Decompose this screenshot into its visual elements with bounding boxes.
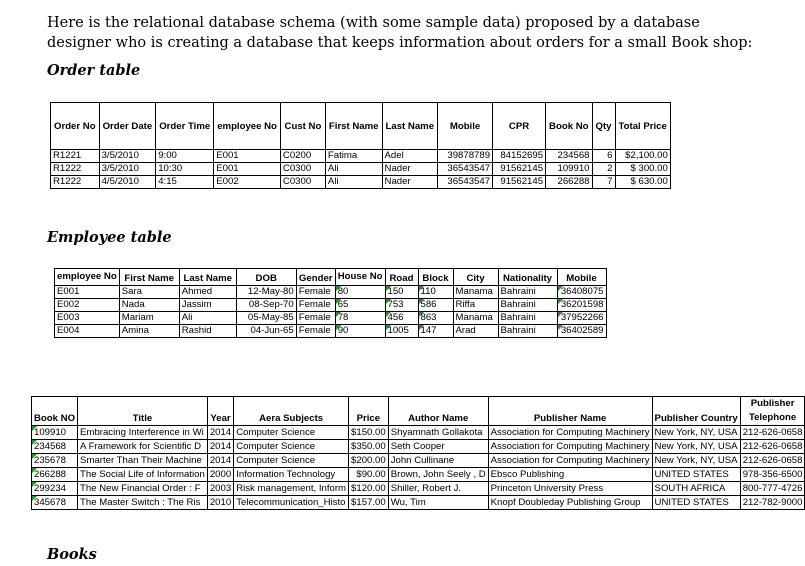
- table-cell: 08-Sep-70: [236, 299, 296, 312]
- table-cell: Shyamnath Gollakota: [388, 426, 488, 440]
- table-cell: 04-Jun-65: [236, 325, 296, 338]
- table-cell: 2000: [207, 468, 233, 482]
- table-cell: $ 300.00: [615, 163, 670, 176]
- table-row: [51, 176, 671, 189]
- table-cell: Nader: [382, 176, 438, 189]
- table-cell: Embracing Interference in Wi: [78, 426, 208, 440]
- table-cell: New York, NY, USA: [652, 454, 740, 468]
- col-header: Nationality: [498, 269, 557, 286]
- table-cell: 36402589: [557, 325, 606, 338]
- table-cell: 586: [418, 299, 453, 312]
- table-cell: Female: [296, 312, 335, 325]
- table-cell: 212-782-9000: [740, 496, 805, 510]
- table-cell: Ali: [325, 163, 382, 176]
- table-cell: 6: [592, 150, 615, 163]
- table-row: [32, 482, 805, 496]
- table-cell: Adel: [382, 150, 438, 163]
- col-header: Aera Subjects: [234, 397, 349, 426]
- table-cell: Female: [296, 299, 335, 312]
- table-cell: Bahraini: [498, 312, 557, 325]
- table-cell: Computer Science: [234, 440, 349, 454]
- books-table-header-row: [32, 397, 805, 426]
- col-header: Mobile: [438, 103, 493, 150]
- table-cell: 266288: [546, 176, 592, 189]
- table-cell: 7: [592, 176, 615, 189]
- col-header: Book NO: [32, 397, 78, 426]
- table-cell: 299234: [32, 482, 78, 496]
- table-cell: 863: [418, 312, 453, 325]
- books-table: [31, 396, 805, 510]
- col-header: Book No: [546, 103, 592, 150]
- table-cell: 2010: [207, 496, 233, 510]
- col-header: First Name: [119, 269, 179, 286]
- table-cell: 2: [592, 163, 615, 176]
- table-cell: 234568: [546, 150, 592, 163]
- col-header: CPR: [493, 103, 546, 150]
- table-cell: Nader: [382, 163, 438, 176]
- table-cell: Riffa: [453, 299, 498, 312]
- table-cell: E003: [55, 312, 120, 325]
- table-cell: Knopf Doubleday Publishing Group: [488, 496, 652, 510]
- table-cell: 212-626-0658: [740, 454, 805, 468]
- col-header: Publisher Telephone: [740, 397, 805, 426]
- col-header: DOB: [236, 269, 296, 286]
- table-cell: A Framework for Scientific D: [78, 440, 208, 454]
- table-cell: Mariam: [119, 312, 179, 325]
- table-row: [32, 496, 805, 510]
- table-cell: $ 630.00: [615, 176, 670, 189]
- table-cell: E001: [214, 163, 281, 176]
- table-cell: Fatima: [325, 150, 382, 163]
- table-row: [32, 440, 805, 454]
- table-cell: 150: [385, 286, 418, 299]
- col-header: Qty: [592, 103, 615, 150]
- table-cell: 4:15: [156, 176, 214, 189]
- table-cell: Manama: [453, 312, 498, 325]
- col-header: Order Date: [99, 103, 156, 150]
- table-cell: $2,100.00: [615, 150, 670, 163]
- table-cell: Amina: [119, 325, 179, 338]
- table-cell: 91562145: [493, 176, 546, 189]
- table-cell: Association for Computing Machinery: [488, 440, 652, 454]
- table-cell: Female: [296, 325, 335, 338]
- col-header: Cust No: [280, 103, 325, 150]
- table-cell: Manama: [453, 286, 498, 299]
- col-header: House No: [335, 269, 385, 286]
- table-cell: 12-May-80: [236, 286, 296, 299]
- intro-paragraph: Here is the relational database schema (with some sample data) proposed by a database designer who is creating a database that keeps information about orders for a small Book shop:: [47, 15, 753, 51]
- table-cell: 37952266: [557, 312, 606, 325]
- table-cell: $90.00: [349, 468, 389, 482]
- table-cell: Bahraini: [498, 286, 557, 299]
- table-cell: R1221: [51, 150, 100, 163]
- table-cell: Seth Cooper: [388, 440, 488, 454]
- table-cell: R1222: [51, 176, 100, 189]
- table-cell: 3/5/2010: [99, 163, 156, 176]
- table-cell: Ahmed: [179, 286, 236, 299]
- table-cell: 2014: [207, 426, 233, 440]
- table-cell: Smarter Than Their Machine: [78, 454, 208, 468]
- col-header: Title: [78, 397, 208, 426]
- col-header: Author Name: [388, 397, 488, 426]
- table-cell: Ebsco Publishing: [488, 468, 652, 482]
- table-cell: Ali: [179, 312, 236, 325]
- table-cell: $200.00: [349, 454, 389, 468]
- table-row: [55, 299, 607, 312]
- table-cell: Rashid: [179, 325, 236, 338]
- order-table-header-row: [51, 103, 671, 150]
- table-row: [51, 150, 671, 163]
- table-cell: The Social Life of Information: [78, 468, 208, 482]
- books-table-heading: Books: [47, 546, 97, 563]
- order-table: [50, 102, 671, 189]
- table-cell: E004: [55, 325, 120, 338]
- table-cell: 234568: [32, 440, 78, 454]
- table-cell: Association for Computing Machinery: [488, 454, 652, 468]
- table-row: [32, 454, 805, 468]
- table-cell: Bahraini: [498, 299, 557, 312]
- table-cell: Risk management, Inform: [234, 482, 349, 496]
- table-cell: Princeton University Press: [488, 482, 652, 496]
- table-row: [55, 286, 607, 299]
- table-cell: 109910: [546, 163, 592, 176]
- table-cell: Jassim: [179, 299, 236, 312]
- col-header: Total Price: [615, 103, 670, 150]
- table-cell: Brown, John Seely , D: [388, 468, 488, 482]
- col-header: Mobile: [557, 269, 606, 286]
- table-cell: The New Financial Order : F: [78, 482, 208, 496]
- table-cell: UNITED STATES: [652, 496, 740, 510]
- table-row: [32, 426, 805, 440]
- table-cell: $157.00: [349, 496, 389, 510]
- table-cell: 456: [385, 312, 418, 325]
- table-cell: $120.00: [349, 482, 389, 496]
- col-header: Order No: [51, 103, 100, 150]
- col-header: Block: [418, 269, 453, 286]
- table-row: [55, 325, 607, 338]
- table-cell: 4/5/2010: [99, 176, 156, 189]
- table-cell: 05-May-85: [236, 312, 296, 325]
- table-cell: 1005: [385, 325, 418, 338]
- table-cell: 753: [385, 299, 418, 312]
- table-cell: E002: [214, 176, 281, 189]
- table-cell: New York, NY, USA: [652, 426, 740, 440]
- col-header: employee No: [55, 269, 120, 286]
- employee-table-heading: Employee table: [47, 229, 172, 246]
- table-cell: Telecommunication_Histo: [234, 496, 349, 510]
- table-cell: The Master Switch : The Ris: [78, 496, 208, 510]
- col-header: Road: [385, 269, 418, 286]
- table-cell: 9:00: [156, 150, 214, 163]
- table-cell: C0300: [280, 176, 325, 189]
- table-cell: C0300: [280, 163, 325, 176]
- table-cell: Sara: [119, 286, 179, 299]
- table-cell: C0200: [280, 150, 325, 163]
- col-header: First Name: [325, 103, 382, 150]
- table-cell: Bahraini: [498, 325, 557, 338]
- table-cell: 266288: [32, 468, 78, 482]
- table-cell: 345678: [32, 496, 78, 510]
- col-header: Order Time: [156, 103, 214, 150]
- table-cell: 91562145: [493, 163, 546, 176]
- table-cell: Computer Science: [234, 454, 349, 468]
- employee-table: [54, 268, 607, 338]
- col-header: employee No: [214, 103, 281, 150]
- col-header: Price: [349, 397, 389, 426]
- table-cell: E001: [214, 150, 281, 163]
- table-cell: 110: [418, 286, 453, 299]
- table-cell: 39878789: [438, 150, 493, 163]
- table-cell: 978-356-6500: [740, 468, 805, 482]
- table-cell: UNITED STATES: [652, 468, 740, 482]
- col-header: Gender: [296, 269, 335, 286]
- table-cell: 2014: [207, 440, 233, 454]
- table-cell: New York, NY, USA: [652, 440, 740, 454]
- table-cell: R1222: [51, 163, 100, 176]
- order-table-heading: Order table: [47, 62, 141, 79]
- table-cell: Arad: [453, 325, 498, 338]
- table-cell: 84152695: [493, 150, 546, 163]
- table-cell: 36201598: [557, 299, 606, 312]
- table-cell: $150.00: [349, 426, 389, 440]
- col-header: Last Name: [179, 269, 236, 286]
- table-cell: Computer Science: [234, 426, 349, 440]
- table-cell: 36543547: [438, 163, 493, 176]
- table-cell: 10:30: [156, 163, 214, 176]
- col-header: Publisher Name: [488, 397, 652, 426]
- table-row: [55, 312, 607, 325]
- table-cell: Nada: [119, 299, 179, 312]
- table-cell: E001: [55, 286, 120, 299]
- table-cell: John Cullinane: [388, 454, 488, 468]
- table-cell: 212-626-0658: [740, 426, 805, 440]
- table-cell: 36408075: [557, 286, 606, 299]
- table-cell: 109910: [32, 426, 78, 440]
- table-cell: SOUTH AFRICA: [652, 482, 740, 496]
- table-cell: 65: [335, 299, 385, 312]
- table-cell: Female: [296, 286, 335, 299]
- table-cell: 212-626-0658: [740, 440, 805, 454]
- table-cell: 90: [335, 325, 385, 338]
- table-cell: 36543547: [438, 176, 493, 189]
- table-cell: 80: [335, 286, 385, 299]
- table-cell: 235678: [32, 454, 78, 468]
- table-cell: Information Technology: [234, 468, 349, 482]
- table-cell: 800-777-4726: [740, 482, 805, 496]
- employee-table-header-row: [55, 269, 607, 286]
- table-cell: Wu, Tim: [388, 496, 488, 510]
- table-cell: Association for Computing Machinery: [488, 426, 652, 440]
- table-cell: Shiller, Robert J.: [388, 482, 488, 496]
- col-header: Publisher Country: [652, 397, 740, 426]
- table-cell: 78: [335, 312, 385, 325]
- table-row: [51, 163, 671, 176]
- table-cell: $350.00: [349, 440, 389, 454]
- table-cell: 2014: [207, 454, 233, 468]
- table-cell: 147: [418, 325, 453, 338]
- table-cell: E002: [55, 299, 120, 312]
- table-cell: Ali: [325, 176, 382, 189]
- col-header: City: [453, 269, 498, 286]
- col-header: Year: [207, 397, 233, 426]
- col-header: Last Name: [382, 103, 438, 150]
- table-cell: 2003: [207, 482, 233, 496]
- table-cell: 3/5/2010: [99, 150, 156, 163]
- table-row: [32, 468, 805, 482]
